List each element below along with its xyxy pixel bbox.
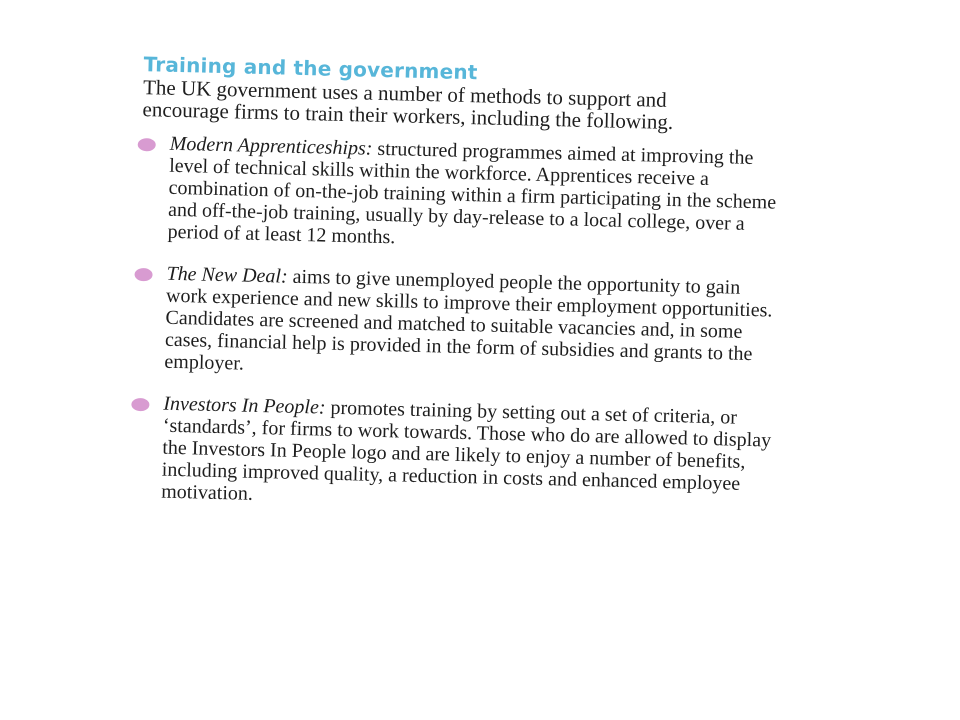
bullet-description: aims to give unemployed people the opportunity to gain work experience and new skills to improve their employment opportunities. Candidates are screened and matched to suitable vacancies and, in some cases, financial help is provided in the form of subsidies and grants to the employer. bbox=[164, 265, 773, 375]
bullet-text bbox=[161, 393, 779, 518]
bullet-item-new-deal bbox=[132, 262, 781, 388]
bullet-description: promotes training by setting out a set of criteria, or ‘standards’, for firms to work towards. Those who do are allowed to display the Investors In People logo and are likely to enjoy a number of benefits, including improved quality, a reduction in costs and enhanced employee motivation. bbox=[160, 396, 772, 505]
bullet-item-modern-apprenticeships bbox=[135, 132, 784, 258]
intro-paragraph: The UK government uses a number of methods to support and encourage firms to train their workers, including the following. bbox=[142, 75, 674, 135]
bullet-text bbox=[164, 263, 782, 388]
bullet-text bbox=[167, 133, 785, 258]
bullet-item-investors-in-people bbox=[129, 392, 778, 518]
bullet-dot-icon bbox=[134, 268, 152, 281]
scanned-textbook-excerpt bbox=[129, 52, 800, 538]
bullet-term: The New Deal: bbox=[166, 262, 288, 288]
bullet-description: structured programmes aimed at improving the level of technical skills within the workforce. Apprentices receive a combination of on-the-job training within a firm participating in the scheme and off-the-job training, usually by day-release to a local college, over a period of at least 12 months. bbox=[167, 137, 777, 249]
bullet-term: Modern Apprenticeships: bbox=[169, 132, 373, 160]
bullet-dot-icon bbox=[131, 398, 149, 411]
bullet-term: Investors In People: bbox=[163, 392, 326, 419]
bullet-list bbox=[129, 132, 798, 518]
section-heading: Training and the government bbox=[143, 52, 478, 85]
bullet-dot-icon bbox=[138, 138, 156, 151]
